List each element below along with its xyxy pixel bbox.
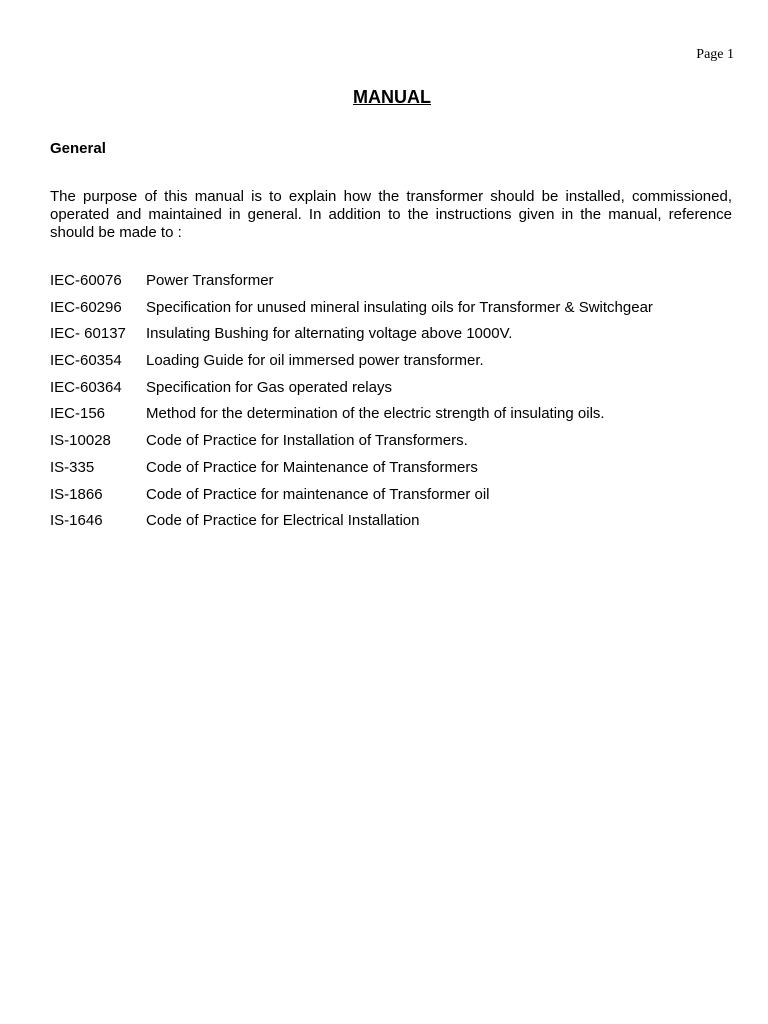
reference-description: Code of Practice for Maintenance of Transformers (146, 458, 478, 476)
reference-row (50, 512, 740, 539)
reference-row (50, 405, 740, 432)
reference-row (50, 486, 740, 513)
reference-code: IEC-60354 (50, 352, 122, 370)
reference-code: IS-335 (50, 458, 95, 476)
reference-code: IS-1646 (50, 512, 103, 530)
reference-code: IEC-60076 (50, 272, 122, 289)
intro-paragraph: The purpose of this manual is to explain how the transformer should be installed, commissioned, operated and maintained in general. In addition to the instructions given in the manual, reference should be made to : (50, 188, 732, 241)
reference-code: IS-10028 (50, 432, 111, 450)
reference-code: IS-1866 (50, 485, 103, 503)
reference-row (50, 325, 740, 352)
reference-row (50, 299, 740, 326)
reference-description: Method for the determination of the electric strength of insulating oils. (146, 405, 605, 423)
reference-row (50, 272, 740, 299)
section-heading: General (50, 140, 106, 157)
document-title: MANUAL (353, 87, 431, 107)
reference-description: Code of Practice for maintenance of Transformer oil (146, 485, 490, 503)
reference-code: IEC- 60137 (50, 325, 126, 343)
reference-description: Code of Practice for Installation of Transformers. (146, 432, 468, 450)
reference-description: Insulating Bushing for alternating voltage above 1000V. (146, 325, 513, 343)
reference-list (50, 272, 740, 539)
reference-description: Specification for unused mineral insulating oils for Transformer & Switchgear (146, 298, 653, 316)
reference-row (50, 379, 740, 406)
reference-row (50, 459, 740, 486)
reference-description: Code of Practice for Electrical Installation (146, 512, 420, 530)
reference-row (50, 432, 740, 459)
reference-code: IEC-60364 (50, 378, 122, 396)
reference-description: Specification for Gas operated relays (146, 378, 392, 396)
reference-description: Power Transformer (146, 272, 274, 289)
page-number: Page 1 (696, 47, 734, 62)
reference-code: IEC-60296 (50, 298, 122, 316)
reference-description: Loading Guide for oil immersed power transformer. (146, 352, 484, 370)
reference-row (50, 352, 740, 379)
reference-code: IEC-156 (50, 405, 106, 423)
